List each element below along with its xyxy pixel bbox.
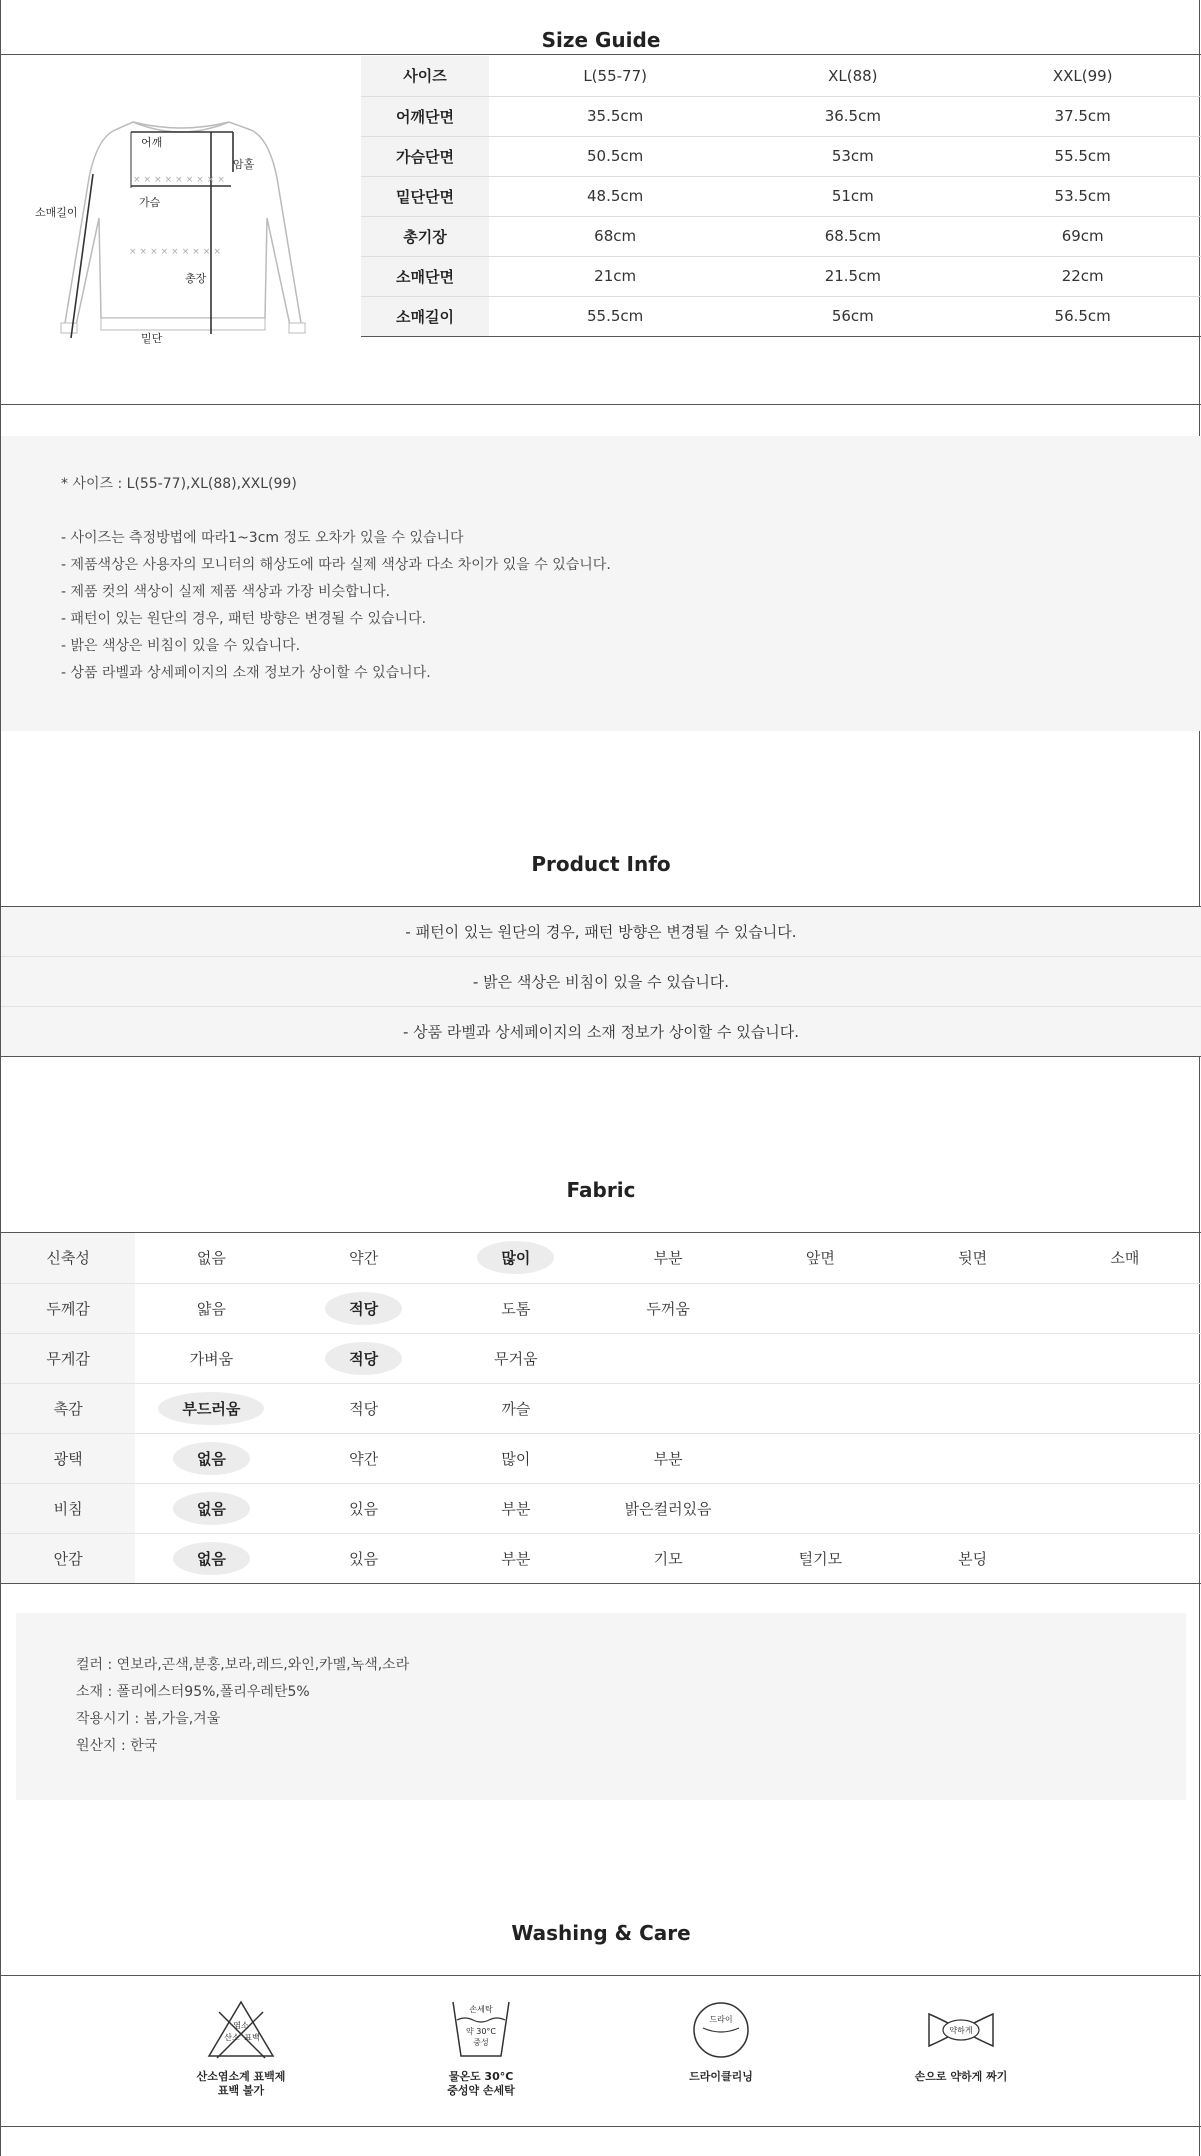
size-table bbox=[361, 56, 1201, 337]
care-item-no-bleach bbox=[161, 1998, 321, 2098]
fabric-row bbox=[1, 1533, 1201, 1583]
fabric-row-label: 광택 bbox=[1, 1433, 135, 1483]
fabric-option: 부분 bbox=[501, 1549, 531, 1568]
hand-wash-icon-text: 중성 bbox=[473, 2038, 489, 2047]
fabric-option: 부분 bbox=[501, 1499, 531, 1518]
size-cell: 21cm bbox=[489, 256, 741, 296]
fabric-detail-line: 작용시기 : 봄,가을,겨울 bbox=[76, 1711, 221, 1727]
size-cell: 22cm bbox=[964, 256, 1201, 296]
product-info-title: Product Info bbox=[531, 852, 671, 876]
fabric-option-cell bbox=[135, 1433, 287, 1483]
fabric-option-cell bbox=[287, 1533, 439, 1583]
fabric-option-selected: 적당 bbox=[325, 1292, 402, 1325]
size-cell: 37.5cm bbox=[964, 96, 1201, 136]
fabric-row-label: 신축성 bbox=[1, 1233, 135, 1283]
fabric-option: 약간 bbox=[349, 1449, 379, 1468]
fabric-option-cell bbox=[1049, 1283, 1201, 1333]
fabric-option-selected: 많이 bbox=[477, 1241, 554, 1274]
fabric-detail-line: 원산지 : 한국 bbox=[76, 1738, 158, 1754]
size-row-label: 어깨단면 bbox=[361, 96, 489, 136]
care-item-dry-clean bbox=[641, 1998, 801, 2084]
fabric-option: 기모 bbox=[653, 1549, 683, 1568]
fabric-option-cell bbox=[287, 1483, 439, 1533]
product-info-row: - 밝은 색상은 비침이 있을 수 있습니다. bbox=[1, 957, 1201, 1007]
note-line: - 제품 컷의 색상이 실제 제품 색상과 가장 비슷합니다. bbox=[61, 584, 391, 600]
size-cell: 53cm bbox=[741, 136, 964, 176]
fabric-option-cell bbox=[1049, 1233, 1201, 1283]
care-caption: 물온도 30°C bbox=[448, 2070, 514, 2083]
care-caption: 손으로 약하게 짜기 bbox=[914, 2070, 1008, 2083]
size-cell: 56.5cm bbox=[964, 296, 1201, 336]
fabric-option-selected: 없음 bbox=[173, 1542, 250, 1575]
fabric-option-cell bbox=[896, 1483, 1048, 1533]
notes-box bbox=[1, 436, 1201, 731]
no-bleach-icon-text: 표백 bbox=[244, 2033, 260, 2042]
hand-wash-icon-text: 손세탁 bbox=[469, 2005, 493, 2014]
size-row bbox=[361, 296, 1201, 336]
care-caption: 드라이클리닝 bbox=[689, 2070, 753, 2083]
size-column-header: XXL(99) bbox=[964, 56, 1201, 96]
no-bleach-icon-text: 염소 bbox=[233, 2021, 249, 2030]
fabric-title: Fabric bbox=[566, 1178, 636, 1202]
fabric-option: 소매 bbox=[1110, 1249, 1140, 1268]
size-guide-top-rule bbox=[1, 54, 1201, 55]
fabric-row bbox=[1, 1433, 1201, 1483]
note-line: - 상품 라벨과 상세페이지의 소재 정보가 상이할 수 있습니다. bbox=[61, 665, 431, 681]
washing-care-title: Washing & Care bbox=[511, 1921, 691, 1945]
dry-clean-icon-text: 드라이 bbox=[709, 2015, 733, 2024]
size-cell: 48.5cm bbox=[489, 176, 741, 216]
sweater-measurement-illustration bbox=[35, 108, 311, 378]
fabric-option-cell bbox=[440, 1483, 592, 1533]
fabric-row bbox=[1, 1333, 1201, 1383]
fabric-option-cell bbox=[744, 1233, 896, 1283]
fabric-option-selected: 없음 bbox=[173, 1442, 250, 1475]
fabric-row-label: 안감 bbox=[1, 1533, 135, 1583]
fabric-row bbox=[1, 1383, 1201, 1433]
fabric-option-cell bbox=[440, 1283, 592, 1333]
size-row bbox=[361, 176, 1201, 216]
fabric-option: 털기모 bbox=[798, 1549, 843, 1568]
fabric-option-cell bbox=[440, 1433, 592, 1483]
fabric-option-cell bbox=[1049, 1383, 1201, 1433]
fabric-option-cell bbox=[287, 1233, 439, 1283]
svg-text:×××××××××: ××××××××× bbox=[129, 247, 224, 257]
note-line: - 밝은 색상은 비침이 있을 수 있습니다. bbox=[61, 638, 301, 654]
fabric-option-cell bbox=[896, 1533, 1048, 1583]
care-caption: 중성약 손세탁 bbox=[447, 2084, 515, 2097]
no-bleach-icon-text: 산소 bbox=[224, 2033, 240, 2042]
product-info-row: - 상품 라벨과 상세페이지의 소재 정보가 상이할 수 있습니다. bbox=[1, 1007, 1201, 1057]
fabric-option: 없음 bbox=[196, 1249, 226, 1268]
size-column-header: 사이즈 bbox=[361, 56, 489, 96]
fabric-option-cell bbox=[135, 1283, 287, 1333]
note-line: - 패턴이 있는 원단의 경우, 패턴 방향은 변경될 수 있습니다. bbox=[61, 611, 427, 627]
fabric-option: 무거움 bbox=[494, 1349, 538, 1368]
gentle-wring-icon bbox=[921, 1998, 1001, 2062]
fabric-row bbox=[1, 1283, 1201, 1333]
fabric-option-cell bbox=[1049, 1533, 1201, 1583]
label-armhole: 암홀 bbox=[233, 158, 255, 171]
size-row-label: 소매길이 bbox=[361, 296, 489, 336]
fabric-option-cell bbox=[135, 1533, 287, 1583]
fabric-option: 두꺼움 bbox=[646, 1299, 690, 1318]
fabric-option: 얇음 bbox=[196, 1299, 226, 1318]
washing-care-bottom-rule bbox=[1, 2126, 1201, 2127]
fabric-option: 있음 bbox=[349, 1499, 379, 1518]
fabric-option-cell bbox=[744, 1433, 896, 1483]
size-cell: 55.5cm bbox=[489, 296, 741, 336]
fabric-option-cell bbox=[744, 1333, 896, 1383]
fabric-option: 뒷면 bbox=[958, 1249, 988, 1268]
fabric-option-cell bbox=[287, 1433, 439, 1483]
size-column-header: XL(88) bbox=[741, 56, 964, 96]
size-cell: 36.5cm bbox=[741, 96, 964, 136]
washing-care-top-rule bbox=[1, 1975, 1201, 1976]
label-sleeve-length: 소매길이 bbox=[35, 206, 78, 219]
size-cell: 56cm bbox=[741, 296, 964, 336]
fabric-option-cell bbox=[896, 1383, 1048, 1433]
fabric-option-cell bbox=[592, 1333, 744, 1383]
fabric-option-cell bbox=[592, 1233, 744, 1283]
care-caption: 산소염소계 표백제 bbox=[196, 2070, 286, 2083]
fabric-option-cell bbox=[744, 1283, 896, 1333]
size-cell: 50.5cm bbox=[489, 136, 741, 176]
size-cell: 21.5cm bbox=[741, 256, 964, 296]
size-row-label: 소매단면 bbox=[361, 256, 489, 296]
fabric-option-cell bbox=[1049, 1433, 1201, 1483]
care-item-gentle-wring bbox=[881, 1998, 1041, 2084]
size-guide-title: Size Guide bbox=[541, 28, 661, 52]
size-cell: 55.5cm bbox=[964, 136, 1201, 176]
fabric-details-box bbox=[16, 1613, 1186, 1800]
size-row bbox=[361, 216, 1201, 256]
fabric-option-cell bbox=[744, 1483, 896, 1533]
size-cell: 69cm bbox=[964, 216, 1201, 256]
fabric-option-cell bbox=[592, 1533, 744, 1583]
fabric-row-label: 무게감 bbox=[1, 1333, 135, 1383]
label-shoulder: 어깨 bbox=[141, 136, 163, 149]
fabric-option-cell bbox=[744, 1533, 896, 1583]
size-column-header: L(55-77) bbox=[489, 56, 741, 96]
fabric-option: 부분 bbox=[653, 1249, 683, 1268]
fabric-row-label: 촉감 bbox=[1, 1383, 135, 1433]
fabric-option-cell bbox=[592, 1483, 744, 1533]
fabric-row-label: 두께감 bbox=[1, 1283, 135, 1333]
hand-wash-icon-text: 약 30°C bbox=[465, 2027, 497, 2036]
size-row-label: 총기장 bbox=[361, 216, 489, 256]
size-row-label: 가슴단면 bbox=[361, 136, 489, 176]
size-row-label: 밑단단면 bbox=[361, 176, 489, 216]
fabric-option: 본딩 bbox=[958, 1549, 988, 1568]
size-header-row bbox=[361, 56, 1201, 96]
fabric-detail-line: 컬러 : 연보라,곤색,분홍,보라,레드,와인,카멜,녹색,소라 bbox=[76, 1657, 410, 1673]
fabric-option-cell bbox=[896, 1433, 1048, 1483]
fabric-option-cell bbox=[592, 1283, 744, 1333]
fabric-option-cell bbox=[896, 1333, 1048, 1383]
size-guide-bottom-rule bbox=[1, 404, 1201, 405]
label-hem: 밑단 bbox=[141, 332, 163, 345]
fabric-option: 앞면 bbox=[805, 1249, 835, 1268]
fabric-option-cell bbox=[440, 1233, 592, 1283]
product-info-row: - 패턴이 있는 원단의 경우, 패턴 방향은 변경될 수 있습니다. bbox=[1, 907, 1201, 957]
fabric-option-selected: 없음 bbox=[173, 1492, 250, 1525]
notes-size-line: * 사이즈 : L(55-77),XL(88),XXL(99) bbox=[61, 476, 297, 492]
fabric-option-cell bbox=[592, 1383, 744, 1433]
fabric-option-cell bbox=[592, 1433, 744, 1483]
fabric-option-cell bbox=[1049, 1333, 1201, 1383]
fabric-row-label: 비침 bbox=[1, 1483, 135, 1533]
fabric-option-cell bbox=[1049, 1483, 1201, 1533]
fabric-option-cell bbox=[135, 1383, 287, 1433]
fabric-option-cell bbox=[440, 1533, 592, 1583]
fabric-option-cell bbox=[440, 1383, 592, 1433]
fabric-option-cell bbox=[287, 1283, 439, 1333]
fabric-option-cell bbox=[287, 1333, 439, 1383]
fabric-option-selected: 적당 bbox=[325, 1342, 402, 1375]
fabric-option: 까슬 bbox=[501, 1399, 531, 1418]
label-chest: 가슴 bbox=[139, 196, 161, 209]
size-cell: 35.5cm bbox=[489, 96, 741, 136]
fabric-option: 약간 bbox=[349, 1249, 379, 1268]
label-total-length: 총장 bbox=[185, 272, 207, 285]
hand-wash-icon bbox=[441, 1998, 521, 2062]
fabric-option-cell bbox=[744, 1383, 896, 1433]
gentle-wring-icon-text: 약하게 bbox=[949, 2026, 973, 2035]
fabric-option-selected: 부드러움 bbox=[158, 1392, 264, 1425]
fabric-option: 부분 bbox=[653, 1449, 683, 1468]
fabric-option-cell bbox=[135, 1233, 287, 1283]
fabric-option-cell bbox=[135, 1483, 287, 1533]
fabric-option: 가벼움 bbox=[189, 1349, 234, 1368]
fabric-option-cell bbox=[287, 1383, 439, 1433]
fabric-option-cell bbox=[440, 1333, 592, 1383]
care-caption: 표백 불가 bbox=[217, 2084, 265, 2097]
size-cell: 68cm bbox=[489, 216, 741, 256]
size-cell: 68.5cm bbox=[741, 216, 964, 256]
fabric-option: 도톰 bbox=[501, 1299, 531, 1318]
fabric-option-cell bbox=[135, 1333, 287, 1383]
note-line: - 제품색상은 사용자의 모니터의 해상도에 따라 실제 색상과 다소 차이가 있을 수 있습니다. bbox=[61, 557, 611, 573]
note-line: - 사이즈는 측정방법에 따라1~3cm 정도 오차가 있을 수 있습니다 bbox=[61, 530, 464, 546]
fabric-row bbox=[1, 1483, 1201, 1533]
dry-clean-icon bbox=[681, 1998, 761, 2062]
size-row bbox=[361, 96, 1201, 136]
fabric-row bbox=[1, 1233, 1201, 1283]
size-cell: 53.5cm bbox=[964, 176, 1201, 216]
fabric-option-cell bbox=[896, 1283, 1048, 1333]
fabric-option-cell bbox=[896, 1233, 1048, 1283]
size-row bbox=[361, 136, 1201, 176]
fabric-table bbox=[1, 1233, 1201, 1584]
fabric-option: 많이 bbox=[501, 1449, 531, 1468]
no-bleach-icon bbox=[201, 1998, 281, 2062]
svg-text:×××××××××: ××××××××× bbox=[133, 175, 228, 185]
size-row bbox=[361, 256, 1201, 296]
care-item-hand-wash bbox=[401, 1998, 561, 2098]
fabric-detail-line: 소재 : 폴리에스터95%,폴리우레탄5% bbox=[76, 1684, 310, 1700]
fabric-option: 있음 bbox=[349, 1549, 379, 1568]
fabric-option: 적당 bbox=[349, 1399, 379, 1418]
size-cell: 51cm bbox=[741, 176, 964, 216]
fabric-option: 밝은컬러있음 bbox=[624, 1499, 712, 1518]
